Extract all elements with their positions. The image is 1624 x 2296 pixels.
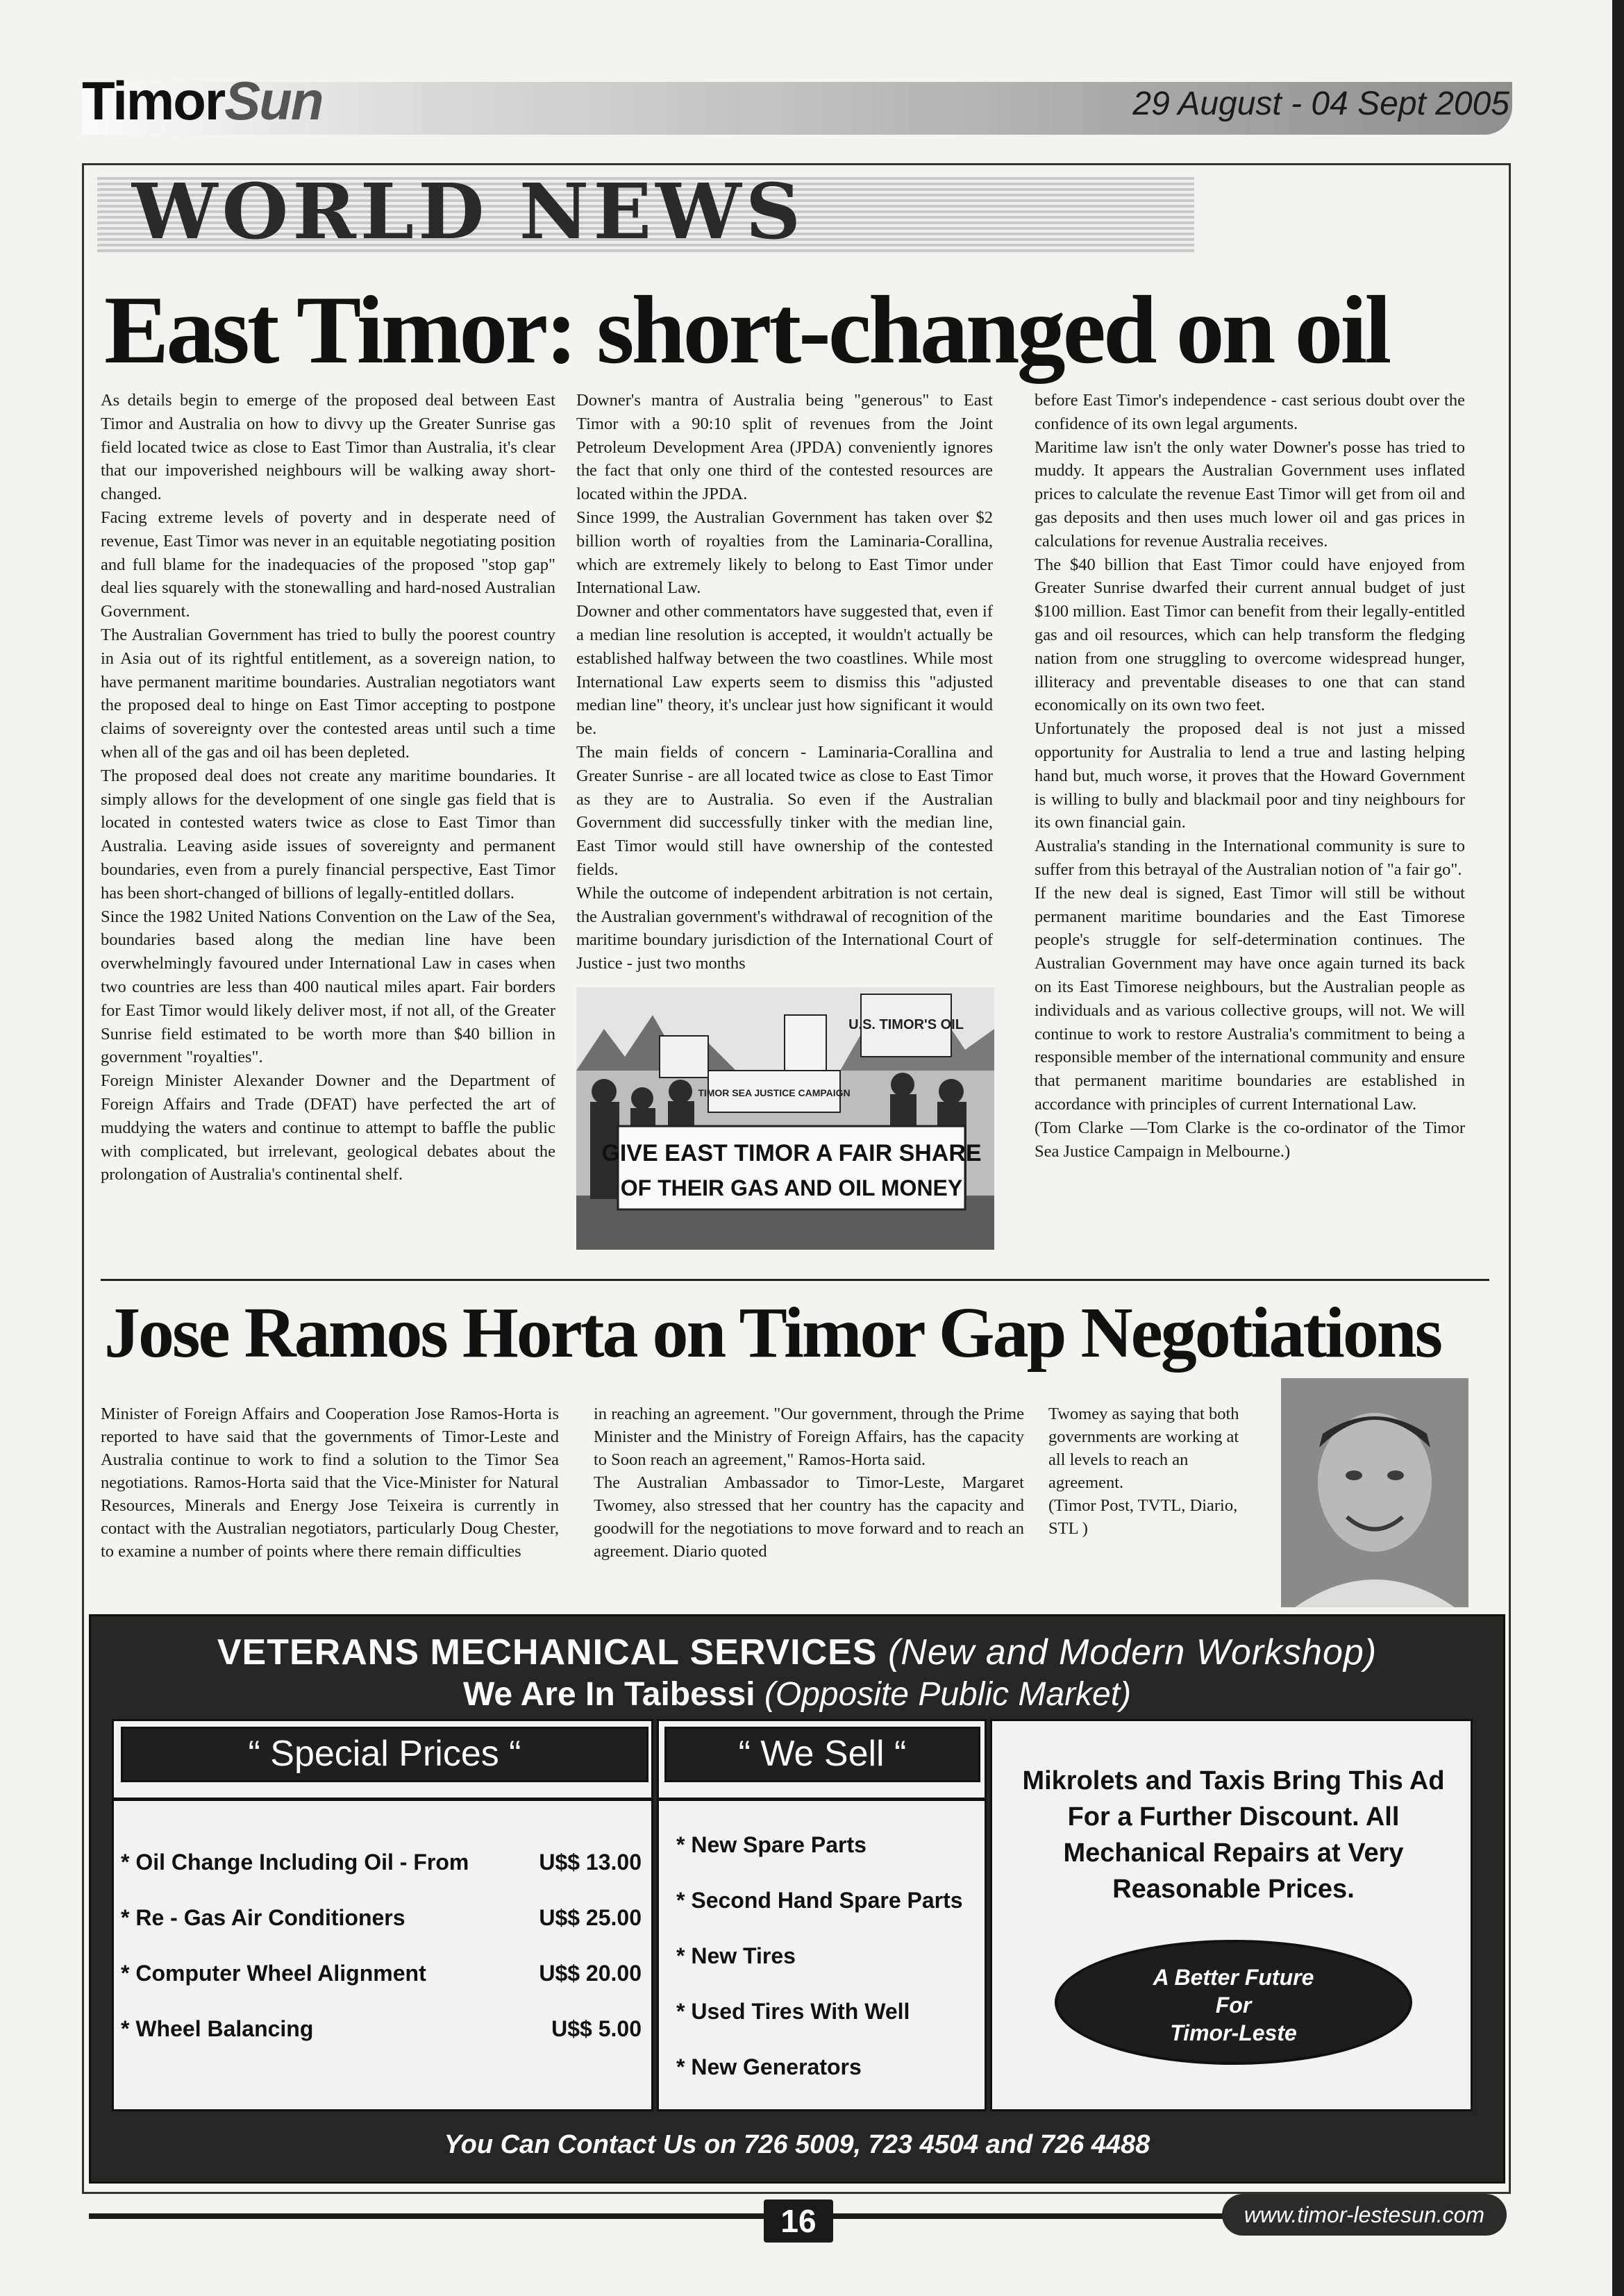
paragraph: Australia's standing in the International community is sure to suffer from this betrayal of the Australian notion of "a fair go". bbox=[1035, 837, 1465, 879]
newspaper-logo: TimorSun bbox=[82, 70, 323, 131]
paragraph: If the new deal is signed, East Timor will still be without permanent maritime boundaries and the East Timorese people's struggle for self-determination continues. The Australian Government may have once again turned its back on its East Timorese neighbours, but the Australian people as individuals and as various collective groups, will not. We will continue to work to restore Australia's commitment to being a responsible member of the international community and ensure that permanent maritime boundaries are established in accordance with principles of current International Law. bbox=[1035, 883, 1465, 1114]
paragraph: The main fields of concern - Laminaria-Corallina and Greater Sunrise - are all located twice as close to East Timor as they are to Australia. So even if the Australian Government did successfully tinker with the median line, East Timor would still have ownership of the contested fields. bbox=[576, 742, 993, 879]
section-title: WORLD NEWS bbox=[132, 167, 805, 256]
oval-line: Timor-Leste bbox=[1170, 2020, 1297, 2045]
sell-item: * New Spare Parts bbox=[676, 1832, 867, 1857]
ad-title: VETERANS MECHANICAL SERVICES (New and Modern Workshop) bbox=[217, 1632, 1378, 1673]
price-row: * Computer Wheel Alignment U$$ 20.00 bbox=[121, 1961, 642, 1986]
price-row: * Wheel Balancing U$$ 5.00 bbox=[121, 2016, 642, 2041]
paragraph: The proposed deal does not create any maritime boundaries. It simply allows for the development of one single gas field that is located in contested waters twice as close to East Timor than Australia. Leaving aside issues of sovereignty and permanent boundaries, even from a purely financial perspective, East Timor has been short-changed of billions of legally-entitled dollars. bbox=[101, 766, 555, 903]
sell-item: * New Tires bbox=[676, 1943, 796, 1968]
paragraph: in reaching an agreement. "Our government, through the Prime Minister and the Ministry of Foreign Affairs, has the capacity to Soon reach an agreement," Ramos-Horta said. bbox=[594, 1405, 1024, 1469]
we-sell-label: “ We Sell “ bbox=[664, 1727, 980, 1782]
special-prices-panel bbox=[112, 1719, 653, 2111]
paragraph: Downer and other commentators have suggested that, even if a median line resolution is accepted, it wouldn't actually be established halfway between the two coastlines. While most International Law experts seem to dismiss this "adjusted median line" theory, it's unclear just how significant it would be. bbox=[576, 602, 993, 739]
contact-line: You Can Contact Us on 726 5009, 723 4504 and 726 4488 bbox=[444, 2130, 1150, 2159]
we-sell-panel bbox=[657, 1719, 987, 2111]
issue-date: 29 August - 04 Sept 2005 bbox=[1132, 85, 1509, 122]
paragraph: Facing extreme levels of poverty and in desperate need of revenue, East Timor was never in an equitable negotiating position and full blame for the inadequacies of the proposed "stop gap" deal lies squarely with the stonewalling and hard-nosed Australian Government. bbox=[101, 508, 555, 621]
price-row: * Re - Gas Air Conditioners U$$ 25.00 bbox=[121, 1905, 642, 1930]
paragraph: Minister of Foreign Affairs and Cooperation Jose Ramos-Horta is reported to have said that the governments of Timor-Leste and Australia continue to work to find a solution to the Timor Sea negotiations. Ramos-Horta said that the Vice-Minister for Natural Resources, Minerals and Energy Jose Teixeira is currently in contact with the Australian negotiators, particularly Doug Chester, to examine a number of points where there remain difficulties bbox=[101, 1405, 559, 1561]
article-headline-oil: East Timor: short-changed on oil bbox=[104, 276, 1389, 384]
horta-portrait-photo bbox=[1281, 1378, 1468, 1607]
sell-item: * New Generators bbox=[676, 2054, 862, 2079]
paragraph: Maritime law isn't the only water Downer's posse has tried to muddy. It appears the Australian Government uses inflated prices to calculate the revenue East Timor will get from oil and gas deposits and then uses much lower oil and gas prices in calculations for revenue Australia receives. bbox=[1035, 437, 1465, 551]
discount-promo: Mikrolets and Taxis Bring This Ad For a Further Discount. All Mechanical Repairs at Very Reasonable Prices. bbox=[1022, 1766, 1445, 1904]
oval-line: A Better Future bbox=[1153, 1965, 1314, 1990]
paragraph: As details begin to emerge of the proposed deal between East Timor and Australia on how to divvy up the Greater Sunrise gas field located twice as close to East Timor than Australia, it's clear that our impoverished neighbours will be walking away short-changed. bbox=[101, 391, 555, 504]
banner-line-1: GIVE EAST TIMOR A FAIR SHARE bbox=[601, 1140, 982, 1166]
ad-subtitle: We Are In Taibessi (Opposite Public Market) bbox=[462, 1676, 1132, 1713]
paragraph: Foreign Minister Alexander Downer and the Department of Foreign Affairs and Trade (DFAT) have perfected the art of muddying the waters and continue to attempt to baffle the public with complicated, but irrelevant, geological debates about the prolongation of Australia's continental shelf. bbox=[101, 1071, 555, 1184]
panel-divider bbox=[659, 1798, 985, 1801]
special-prices-label: “ Special Prices “ bbox=[121, 1727, 648, 1782]
horta-column-2 bbox=[594, 1402, 1024, 1563]
paragraph: Twomey as saying that both governments are working at all levels to reach an agreement. bbox=[1048, 1405, 1239, 1492]
article-divider bbox=[101, 1279, 1489, 1281]
placard-text: U.S. TIMOR'S OIL bbox=[848, 1017, 964, 1032]
protest-photo bbox=[576, 987, 994, 1250]
paragraph: Since 1999, the Australian Government has taken over $2 billion worth of royalties from the Laminaria-Corallina, which are extremely likely to belong to East Timor under International Law. bbox=[576, 508, 993, 598]
paragraph: The Australian Ambassador to Timor-Leste, Margaret Twomey, also stressed that her country has the capacity and goodwill for the negotiations to move forward and to reach an agreement. Diario quoted bbox=[594, 1473, 1024, 1561]
article-column-2 bbox=[576, 389, 993, 975]
byline: (Tom Clarke —Tom Clarke is the co-ordinator of the Timor Sea Justice Campaign in Melbourne.) bbox=[1035, 1118, 1465, 1161]
panel-divider bbox=[114, 1798, 651, 1801]
article-headline-horta: Jose Ramos Horta on Timor Gap Negotiations bbox=[104, 1293, 1441, 1373]
paragraph: Unfortunately the proposed deal is not just a missed opportunity for Australia to lend a true and lasting helping hand but, much worse, it proves that the Howard Government is willing to bully and blackmail poor and tiny neighbours for its own financial gain. bbox=[1035, 719, 1465, 832]
banner-line-2: OF THEIR GAS AND OIL MONEY bbox=[620, 1175, 963, 1200]
horta-column-3 bbox=[1048, 1402, 1257, 1540]
price-row: * Oil Change Including Oil - From U$$ 13.00 bbox=[121, 1850, 642, 1875]
website-link[interactable]: www.timor-lestesun.com bbox=[1222, 2194, 1507, 2236]
page-edge bbox=[1612, 0, 1624, 2296]
paragraph: While the outcome of independent arbitration is not certain, the Australian government's withdrawal of recognition of the maritime boundary jurisdiction of the International Court of Justice - just two months bbox=[576, 883, 993, 973]
sell-item: * Used Tires With Well bbox=[676, 1999, 910, 2024]
paragraph: The Australian Government has tried to bully the poorest country in Asia out of its rightful entitlement, as a sovereign nation, to have permanent maritime boundaries. Australian negotiators want the proposed deal to hinge on East Timor accepting to postpone claims of sovereignty over the contested areas until such a time when all of the gas and oil has been depleted. bbox=[101, 625, 555, 762]
paragraph: before East Timor's independence - cast serious doubt over the confidence of its own legal arguments. bbox=[1035, 391, 1465, 433]
horta-column-1 bbox=[101, 1402, 559, 1563]
article-column-1 bbox=[101, 389, 555, 1187]
paragraph: The $40 billion that East Timor could have enjoyed from Greater Sunrise dwarfed their current annual budget of just $100 million. East Timor can benefit from their legally-entitled gas and oil resources, which can help transform the fledging nation from one struggling to overcome widespread hunger, illiteracy and preventable diseases to one that can stand economically on its own two feet. bbox=[1035, 555, 1465, 715]
paragraph: Since the 1982 United Nations Convention on the Law of the Sea, boundaries based along the median line have been overwhelmingly favoured under International Law in cases when two countries are less than 400 nautical miles apart. Fair borders for East Timor would likely deliver most, if not all, of the Greater Sunrise field estimated to be worth more than $40 billion in government "royalties". bbox=[101, 907, 555, 1067]
page-number: 16 bbox=[764, 2199, 833, 2243]
sell-item: * Second Hand Spare Parts bbox=[676, 1888, 963, 1913]
better-future-oval bbox=[1055, 1940, 1412, 2065]
paragraph: Downer's mantra of Australia being "generous" to East Timor with a 90:10 split of revenues from the Joint Petroleum Development Area (JPDA) conveniently ignores the fact that only one third of the contested resources are located within the JPDA. bbox=[576, 391, 993, 504]
campaign-sign-text: TIMOR SEA JUSTICE CAMPAIGN bbox=[698, 1087, 851, 1098]
source-credit: (Timor Post, TVTL, Diario, STL ) bbox=[1048, 1496, 1238, 1538]
promo-panel bbox=[990, 1719, 1473, 2111]
oval-line: For bbox=[1215, 1993, 1252, 2018]
article-column-3 bbox=[1035, 389, 1465, 1163]
veterans-mechanical-ad bbox=[89, 1614, 1505, 2184]
